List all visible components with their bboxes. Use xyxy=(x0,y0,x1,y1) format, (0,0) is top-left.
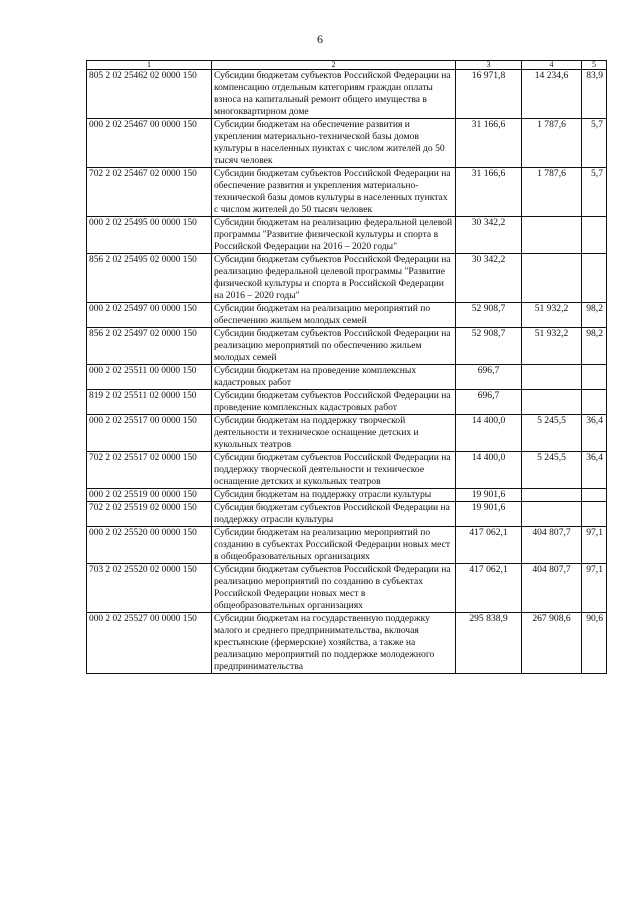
cell-plan: 31 166,6 xyxy=(456,119,522,168)
table-row xyxy=(87,489,607,502)
budget-table xyxy=(86,60,607,674)
cell-code: 000 2 02 25497 00 0000 150 xyxy=(87,303,212,328)
cell-name: Субсидии бюджетам субъектов Российской Федерации на компенсацию отдельным категориям граждан оплаты взноса на капитальный ремонт общего имущества в многоквартирном доме xyxy=(212,70,456,119)
cell-name: Субсидии бюджетам субъектов Российской Федерации на обеспечение развития и укрепления материально-технической базы домов культуры в населенных пунктах с числом жителей до 50 тысяч человек xyxy=(212,168,456,217)
header-col-2: 2 xyxy=(212,61,456,70)
cell-pct: 98,2 xyxy=(582,328,607,365)
cell-code: 703 2 02 25520 02 0000 150 xyxy=(87,564,212,613)
table-body xyxy=(87,70,607,674)
cell-code: 856 2 02 25497 02 0000 150 xyxy=(87,328,212,365)
cell-plan: 19 901,6 xyxy=(456,502,522,527)
cell-pct: 97,1 xyxy=(582,527,607,564)
cell-pct: 36,4 xyxy=(582,452,607,489)
cell-name: Субсидия бюджетам на поддержку отрасли культуры xyxy=(212,489,456,502)
cell-name: Субсидия бюджетам субъектов Российской Федерации на поддержку отрасли культуры xyxy=(212,502,456,527)
cell-fact xyxy=(522,489,582,502)
cell-pct xyxy=(582,489,607,502)
cell-fact: 51 932,2 xyxy=(522,328,582,365)
cell-code: 000 2 02 25495 00 0000 150 xyxy=(87,217,212,254)
cell-code: 000 2 02 25511 00 0000 150 xyxy=(87,365,212,390)
cell-fact: 404 807,7 xyxy=(522,527,582,564)
cell-plan: 31 166,6 xyxy=(456,168,522,217)
table-row xyxy=(87,168,607,217)
cell-fact xyxy=(522,254,582,303)
cell-fact: 404 807,7 xyxy=(522,564,582,613)
table-row xyxy=(87,365,607,390)
cell-code: 000 2 02 25520 00 0000 150 xyxy=(87,527,212,564)
cell-pct xyxy=(582,217,607,254)
cell-name: Субсидии бюджетам на реализацию мероприятий по созданию в субъектах Российской Федерации новых мест в общеобразовательных организациях xyxy=(212,527,456,564)
cell-code: 702 2 02 25517 02 0000 150 xyxy=(87,452,212,489)
cell-name: Субсидии бюджетам субъектов Российской Федерации на реализацию федеральной целевой программы "Развитие физической культуры и спорта в Российской Федерации на 2016 – 2020 годы" xyxy=(212,254,456,303)
cell-plan: 417 062,1 xyxy=(456,527,522,564)
table-row xyxy=(87,119,607,168)
cell-pct: 36,4 xyxy=(582,415,607,452)
header-col-5: 5 xyxy=(582,61,607,70)
cell-pct: 5,7 xyxy=(582,119,607,168)
cell-pct xyxy=(582,254,607,303)
table-row xyxy=(87,303,607,328)
table-header-row xyxy=(87,61,607,70)
cell-name: Субсидии бюджетам на реализацию мероприятий по обеспечению жильем молодых семей xyxy=(212,303,456,328)
cell-plan: 52 908,7 xyxy=(456,303,522,328)
cell-plan: 14 400,0 xyxy=(456,452,522,489)
table-row xyxy=(87,452,607,489)
cell-name: Субсидии бюджетам субъектов Российской Федерации на реализацию мероприятий по обеспечению жильем молодых семей xyxy=(212,328,456,365)
cell-fact: 5 245,5 xyxy=(522,452,582,489)
cell-pct: 5,7 xyxy=(582,168,607,217)
cell-name: Субсидии бюджетам субъектов Российской Федерации на проведение комплексных кадастровых работ xyxy=(212,390,456,415)
cell-pct: 90,6 xyxy=(582,613,607,674)
cell-name: Субсидии бюджетам на обеспечение развития и укрепления материально-технической базы домов культуры в населенных пунктах с числом жителей до 50 тысяч человек xyxy=(212,119,456,168)
cell-pct xyxy=(582,365,607,390)
table-row xyxy=(87,527,607,564)
table-row xyxy=(87,613,607,674)
cell-plan: 30 342,2 xyxy=(456,254,522,303)
cell-fact xyxy=(522,390,582,415)
cell-pct xyxy=(582,390,607,415)
cell-code: 819 2 02 25511 02 0000 150 xyxy=(87,390,212,415)
table-row xyxy=(87,502,607,527)
table-row xyxy=(87,217,607,254)
cell-code: 000 2 02 25519 00 0000 150 xyxy=(87,489,212,502)
cell-plan: 16 971,8 xyxy=(456,70,522,119)
cell-fact: 1 787,6 xyxy=(522,119,582,168)
cell-pct xyxy=(582,502,607,527)
cell-plan: 696,7 xyxy=(456,390,522,415)
cell-pct: 97,1 xyxy=(582,564,607,613)
cell-fact: 267 908,6 xyxy=(522,613,582,674)
cell-code: 702 2 02 25519 02 0000 150 xyxy=(87,502,212,527)
cell-name: Субсидии бюджетам на государственную поддержку малого и среднего предпринимательства, включая крестьянские (фермерские) хозяйства, а также на реализацию мероприятий по поддержке молодежного предпринимательства xyxy=(212,613,456,674)
table-row xyxy=(87,328,607,365)
cell-fact: 14 234,6 xyxy=(522,70,582,119)
cell-code: 702 2 02 25467 02 0000 150 xyxy=(87,168,212,217)
table-row xyxy=(87,390,607,415)
cell-name: Субсидии бюджетам на поддержку творческой деятельности и техническое оснащение детских и кукольных театров xyxy=(212,415,456,452)
cell-code: 856 2 02 25495 02 0000 150 xyxy=(87,254,212,303)
cell-pct: 98,2 xyxy=(582,303,607,328)
cell-code: 000 2 02 25517 00 0000 150 xyxy=(87,415,212,452)
cell-plan: 417 062,1 xyxy=(456,564,522,613)
cell-plan: 14 400,0 xyxy=(456,415,522,452)
cell-fact: 1 787,6 xyxy=(522,168,582,217)
table-row xyxy=(87,564,607,613)
cell-name: Субсидии бюджетам на реализацию федеральной целевой программы "Развитие физической культуры и спорта в Российской Федерации на 2016 – 2020 годы" xyxy=(212,217,456,254)
table-row xyxy=(87,70,607,119)
cell-plan: 30 342,2 xyxy=(456,217,522,254)
page-number: 6 xyxy=(317,32,323,46)
cell-code: 000 2 02 25527 00 0000 150 xyxy=(87,613,212,674)
header-col-1: 1 xyxy=(87,61,212,70)
cell-plan: 52 908,7 xyxy=(456,328,522,365)
cell-fact xyxy=(522,365,582,390)
cell-fact: 5 245,5 xyxy=(522,415,582,452)
cell-plan: 19 901,6 xyxy=(456,489,522,502)
cell-fact: 51 932,2 xyxy=(522,303,582,328)
cell-name: Субсидии бюджетам субъектов Российской Федерации на поддержку творческой деятельности и техническое оснащение детских и кукольных театров xyxy=(212,452,456,489)
cell-plan: 696,7 xyxy=(456,365,522,390)
cell-code: 000 2 02 25467 00 0000 150 xyxy=(87,119,212,168)
header-col-3: 3 xyxy=(456,61,522,70)
cell-fact xyxy=(522,502,582,527)
cell-fact xyxy=(522,217,582,254)
cell-plan: 295 838,9 xyxy=(456,613,522,674)
cell-pct: 83,9 xyxy=(582,70,607,119)
header-col-4: 4 xyxy=(522,61,582,70)
cell-name: Субсидии бюджетам субъектов Российской Федерации на реализацию мероприятий по созданию в субъектах Российской Федерации новых мест в общеобразовательных организациях xyxy=(212,564,456,613)
table-row xyxy=(87,415,607,452)
cell-name: Субсидии бюджетам на проведение комплексных кадастровых работ xyxy=(212,365,456,390)
table-row xyxy=(87,254,607,303)
cell-code: 805 2 02 25462 02 0000 150 xyxy=(87,70,212,119)
